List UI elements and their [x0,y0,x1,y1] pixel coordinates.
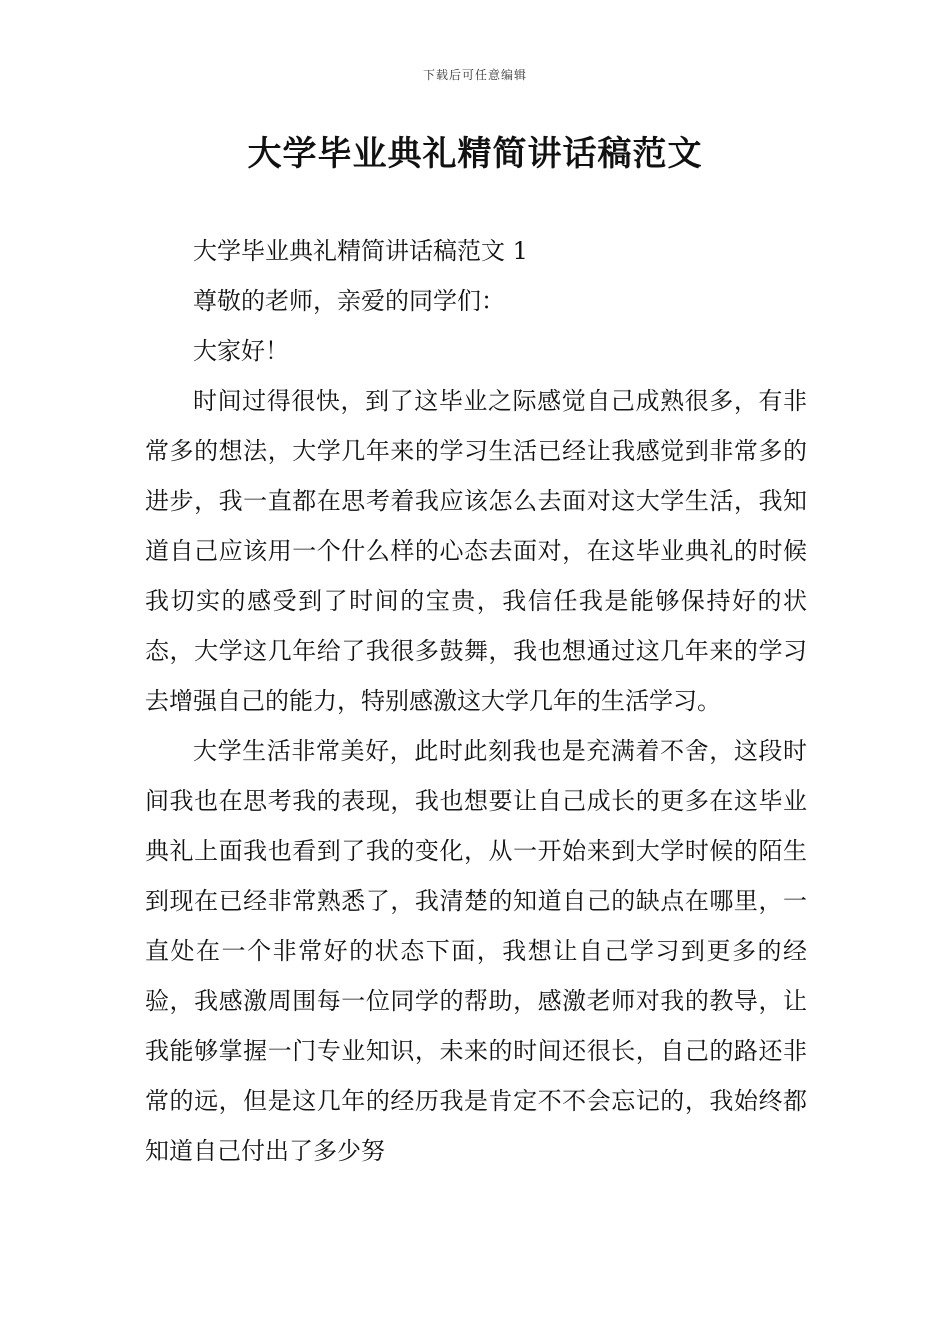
paragraph-greeting: 大家好！ [193,337,289,365]
document-body [145,226,807,1176]
paragraph-body-2: 大学生活非常美好，此时此刻我也是充满着不舍，这段时间我也在思考我的表现，我也想要让自己成长的更多在这毕业典礼上面我也看到了我的变化，从一开始来到大学时候的陌生到现在已经非常熟悉了，我清楚的知道自己的缺点在哪里，一直处在一个非常好的状态下面，我想让自己学习到更多的经验，我感激周围每一位同学的帮助，感激老师对我的教导，让我能够掌握一门专业知识，未来的时间还很长，自己的路还非常的远，但是这几年的经历我是肯定不不会忘记的，我始终都知道自己付出了多少努 [145,737,807,1165]
paragraph-subtitle: 大学毕业典礼精简讲话稿范文 1 [193,237,528,265]
header-note: 下载后可任意编辑 [422,68,527,82]
paragraph-body-1: 时间过得很快，到了这毕业之际感觉自己成熟很多，有非常多的想法，大学几年来的学习生活已经让我感觉到非常多的进步，我一直都在思考着我应该怎么去面对这大学生活，我知道自己应该用一个什么样的心态去面对，在这毕业典礼的时候我切实的感受到了时间的宝贵，我信任我是能够保持好的状态，大学这几年给了我很多鼓舞，我也想通过这几年来的学习去增强自己的能力，特别感激这大学几年的生活学习。 [145,387,807,715]
document-title: 大学毕业典礼精简讲话稿范文 [247,134,703,174]
paragraph-salutation: 尊敬的老师，亲爱的同学们： [193,287,505,315]
